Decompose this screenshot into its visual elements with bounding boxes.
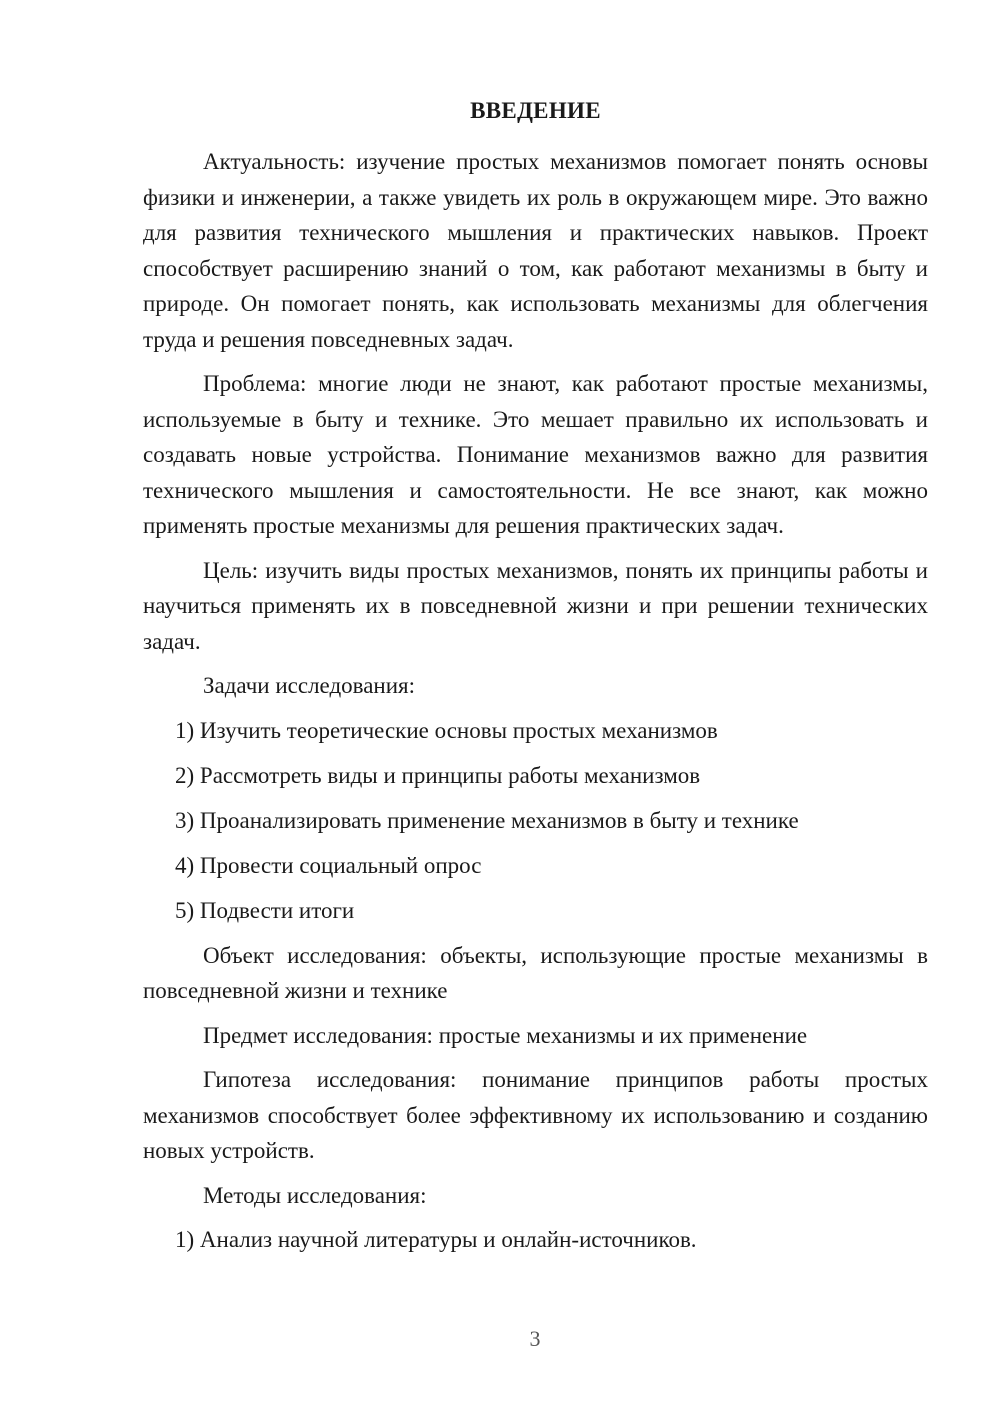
list-item: 1) Анализ научной литературы и онлайн-источников. — [175, 1227, 697, 1252]
list-item: 4) Провести социальный опрос — [175, 852, 482, 878]
object-paragraph: Объект исследования: объекты, использующие простые механизмы в повседневной жизни и технике — [143, 942, 928, 1003]
list-item: 5) Подвести итоги — [175, 897, 355, 923]
problem-paragraph: Проблема: многие люди не знают, как работают простые механизмы, используемые в быту и технике. Это мешает правильно их использовать и создавать новые устройства. Понимание механизмов важно для развития технического мышления и самостоятельности. Не все знают, как можно применять простые механизмы для решения практических задач. — [143, 371, 928, 538]
methods-heading: Методы исследования: — [203, 1182, 427, 1208]
page-title: ВВЕДЕНИЕ — [470, 98, 601, 123]
tasks-list — [143, 713, 928, 929]
goal-paragraph: Цель: изучить виды простых механизмов, понять их принципы работы и научиться применять их в повседневной жизни и при решении технических задач. — [143, 557, 928, 654]
relevance-paragraph: Актуальность: изучение простых механизмов помогает понять основы физики и инженерии, а также увидеть их роль в окружающем мире. Это важно для развития технического мышления и практических навыков. Проект способствует расширению знаний о том, как работают механизмы в быту и природе. Он помогает понять, как использовать механизмы для облегчения труда и решения повседневных задач. — [143, 149, 928, 352]
methods-list — [143, 1222, 928, 1258]
list-item: 1) Изучить теоретические основы простых механизмов — [175, 717, 718, 743]
list-item: 3) Проанализировать применение механизмов в быту и технике — [175, 807, 799, 833]
list-item: 2) Рассмотреть виды и принципы работы механизмов — [175, 762, 701, 788]
document-page — [143, 96, 928, 1267]
hypothesis-paragraph: Гипотеза исследования: понимание принципов работы простых механизмов способствует более эффективному их использованию и созданию новых устройств. — [143, 1067, 928, 1163]
page-number: 3 — [529, 1326, 541, 1351]
tasks-heading: Задачи исследования: — [203, 673, 416, 698]
subject-paragraph: Предмет исследования: простые механизмы и их применение — [203, 1022, 808, 1048]
